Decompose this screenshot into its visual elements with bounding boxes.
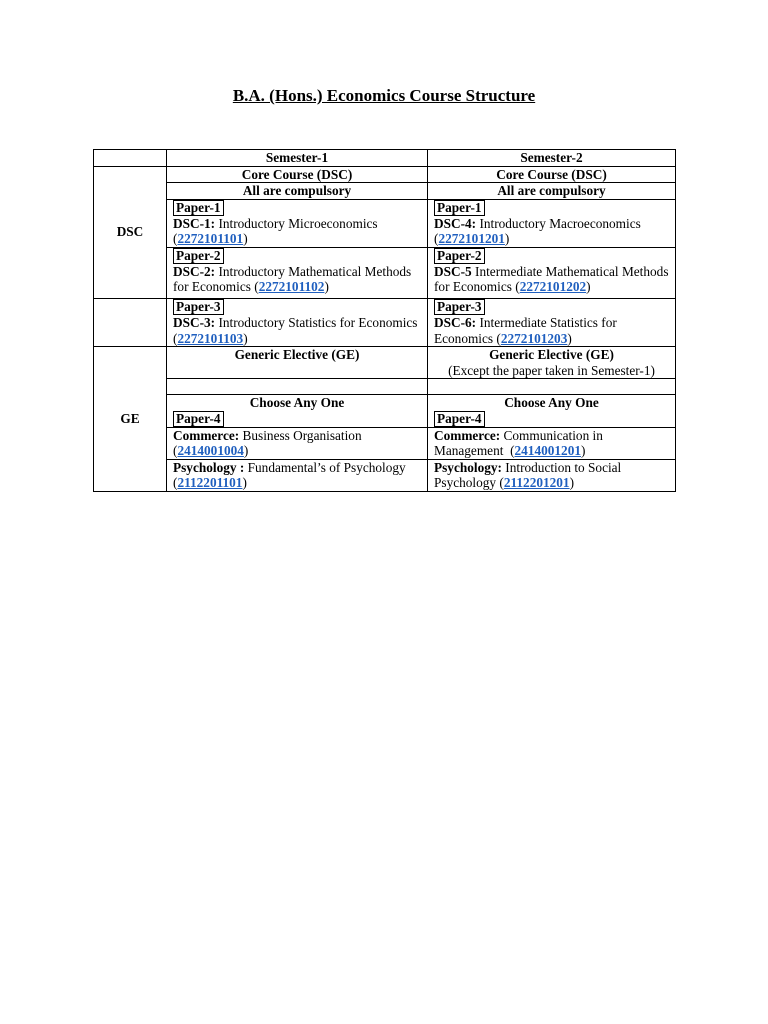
dsc-code-label: DSC-4: [434,215,477,231]
course-code-link[interactable]: 2414001201 [514,443,581,458]
table-row [94,166,676,183]
ge-option-cell: Psychology: Introduction to Social Psychology (2112201201) [428,459,676,491]
table-row [94,347,676,379]
paper-label: Paper-4 [434,411,485,427]
choose-any-one: Choose Any One [504,395,599,410]
course-name: Intermediate Mathematical Methods for Economics [434,263,669,294]
course-code-link[interactable]: 2112201201 [503,475,570,490]
paper-cell: Paper-2 DSC-5 Intermediate Mathematical Methods for Economics (2272101202) [428,247,676,298]
ge-option-cell: Commerce: Communication in Management (2414001201) [428,427,676,459]
table-row [94,183,676,200]
course-name: Introductory Microeconomics [218,215,378,231]
paper-label: Paper-4 [173,411,224,427]
course-code-link[interactable]: 2272101203 [500,330,568,346]
table-row [94,427,676,459]
paper-label: Paper-1 [173,200,224,216]
table-row [94,459,676,491]
course-code-link[interactable]: 2272101101 [177,231,244,246]
table-row [94,395,676,428]
paper-label: Paper-2 [173,248,224,264]
dsc-code-label: DSC-5 [434,263,472,279]
core-course-heading: Core Course (DSC) [167,166,428,183]
subject-label: Commerce: [173,427,240,443]
course-structure-table-continued [93,298,676,492]
paper-label: Paper-2 [434,248,485,264]
course-name: Introductory Macroeconomics [479,215,641,231]
course-name: Intermediate Statistics for Economics [434,315,617,346]
choose-any-one: Choose Any One [249,395,345,410]
subject-label: Psychology : [173,459,245,475]
paper-cell: Paper-3 DSC-6: Intermediate Statistics for Economics (2272101203) [428,299,676,347]
subject-label: Psychology: [434,459,502,475]
course-name: Communication in Management [434,427,603,458]
course-name: Fundamental’s of Psychology [247,459,406,475]
dsc-code-label: DSC-3: [173,315,216,330]
empty-cell [428,379,676,395]
paper-label: Paper-1 [434,200,485,216]
course-name: Introduction to Social Psychology [434,459,622,490]
semester-2-header: Semester-2 [428,150,676,167]
paper-cell: Paper-3 DSC-3: Introductory Statistics for Economics (2272101103) [167,299,428,347]
table-row [94,150,676,167]
ge-exception-note: (Except the paper taken in Semester-1) [448,362,655,378]
compulsory-note: All are compulsory [167,183,428,200]
paper-label: Paper-3 [173,299,224,315]
course-code-link[interactable]: 2272101102 [258,279,325,294]
ge-heading: Generic Elective (GE) [489,347,614,362]
semester-1-header: Semester-1 [167,150,428,167]
paper-cell: Paper-2 DSC-2: Introductory Mathematical Methods for Economics (2272101102) [167,247,428,298]
ge-heading-cell [428,347,676,379]
empty-cell [94,150,167,167]
ge-option-cell: Commerce: Business Organisation (2414001004) [167,427,428,459]
course-name: Business Organisation [242,427,362,443]
dsc-category-cell: DSC [94,166,167,298]
compulsory-note: All are compulsory [428,183,676,200]
paper-label: Paper-3 [434,299,485,315]
table-row [94,199,676,247]
course-structure-table [93,149,676,299]
course-code-link[interactable]: 2112201101 [177,475,243,490]
dsc-code-label: DSC-2: [173,263,216,279]
choose-cell [167,395,428,428]
table-row [94,247,676,298]
table-row [94,299,676,347]
course-name: Introductory Statistics for Economics [218,315,418,330]
course-code-link[interactable]: 2272101103 [177,330,244,346]
course-code-link[interactable]: 2414001004 [177,443,244,458]
paper-cell: Paper-1 DSC-4: Introductory Macroeconomics (2272101201) [428,199,676,247]
ge-category-cell: GE [94,347,167,492]
dsc-category-cell-continued [94,299,167,347]
paper-cell: Paper-1 DSC-1: Introductory Microeconomics (2272101101) [167,199,428,247]
table-row [94,379,676,395]
empty-cell [167,379,428,395]
dsc-code-label: DSC-6: [434,315,477,330]
ge-option-cell: Psychology : Fundamental’s of Psychology (2112201101) [167,459,428,491]
subject-label: Commerce: [434,427,501,443]
core-course-heading: Core Course (DSC) [428,166,676,183]
choose-cell [428,395,676,428]
page-title: B.A. (Hons.) Economics Course Structure [232,86,536,105]
ge-heading: Generic Elective (GE) [167,347,428,379]
course-code-link[interactable]: 2272101201 [438,231,505,246]
course-name: Introductory Mathematical Methods for Economics [173,263,412,294]
dsc-code-label: DSC-1: [173,215,216,231]
course-code-link[interactable]: 2272101202 [519,279,587,294]
